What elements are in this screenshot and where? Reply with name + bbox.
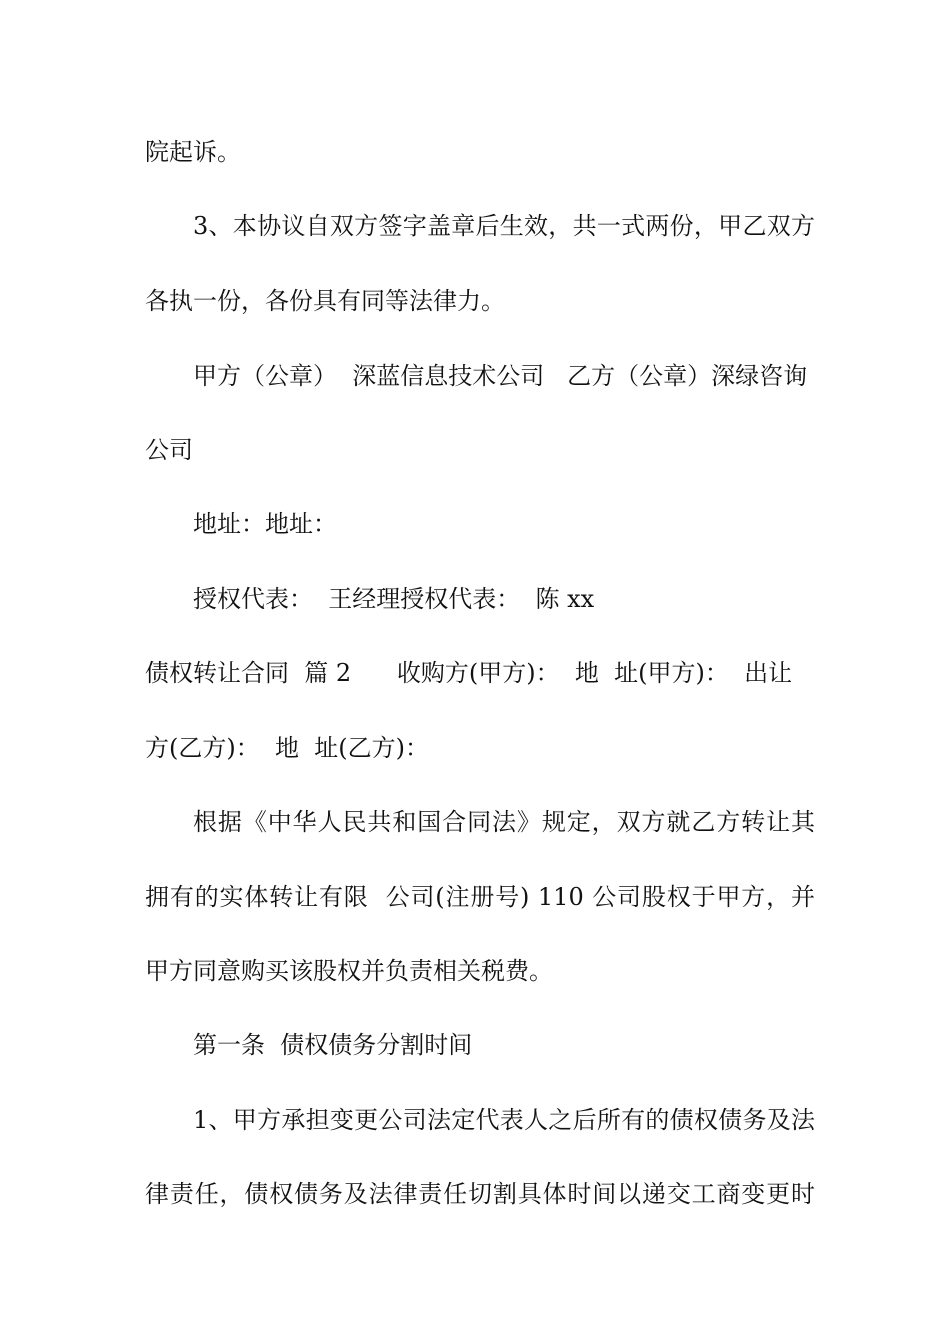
text-line-contract-title: 债权转让合同 篇 2 收购方(甲方)： 地 址(甲方)： 出让 [145,659,793,687]
text-line-representatives: 授权代表： 王经理授权代表： 陈 xx [193,585,595,613]
text-line-clause3-b: 各执一份，各份具有同等法律力。 [145,287,505,315]
text-line-law-b: 拥有的实体转让有限 公司(注册号) 110 公司股权于甲方，并 [145,883,815,911]
section-heading-article1: 第一条 债权债务分割时间 [193,1031,473,1059]
text-line-party-seals: 甲方（公章） 深蓝信息技术公司 乙方（公章）深绿咨询 [193,362,808,390]
text-line-law-a: 根据《中华人民共和国合同法》规定，双方就乙方转让其 [193,808,815,836]
text-line-clause3-a: 3、本协议自双方签字盖章后生效，共一式两份，甲乙双方 [193,212,815,240]
text-line-transferor: 方(乙方)： 地 址(乙方)： [145,734,429,762]
text-line-address: 地址：地址： [193,510,337,538]
text-line-company: 公司 [145,436,193,464]
text-line-court: 院起诉。 [145,138,241,166]
text-line-article1-a: 1、甲方承担变更公司法定代表人之后所有的债权债务及法 [193,1106,815,1134]
text-line-law-c: 甲方同意购买该股权并负责相关税费。 [145,957,553,985]
text-line-article1-b: 律责任，债权债务及法律责任切割具体时间以递交工商变更时 [145,1180,815,1208]
